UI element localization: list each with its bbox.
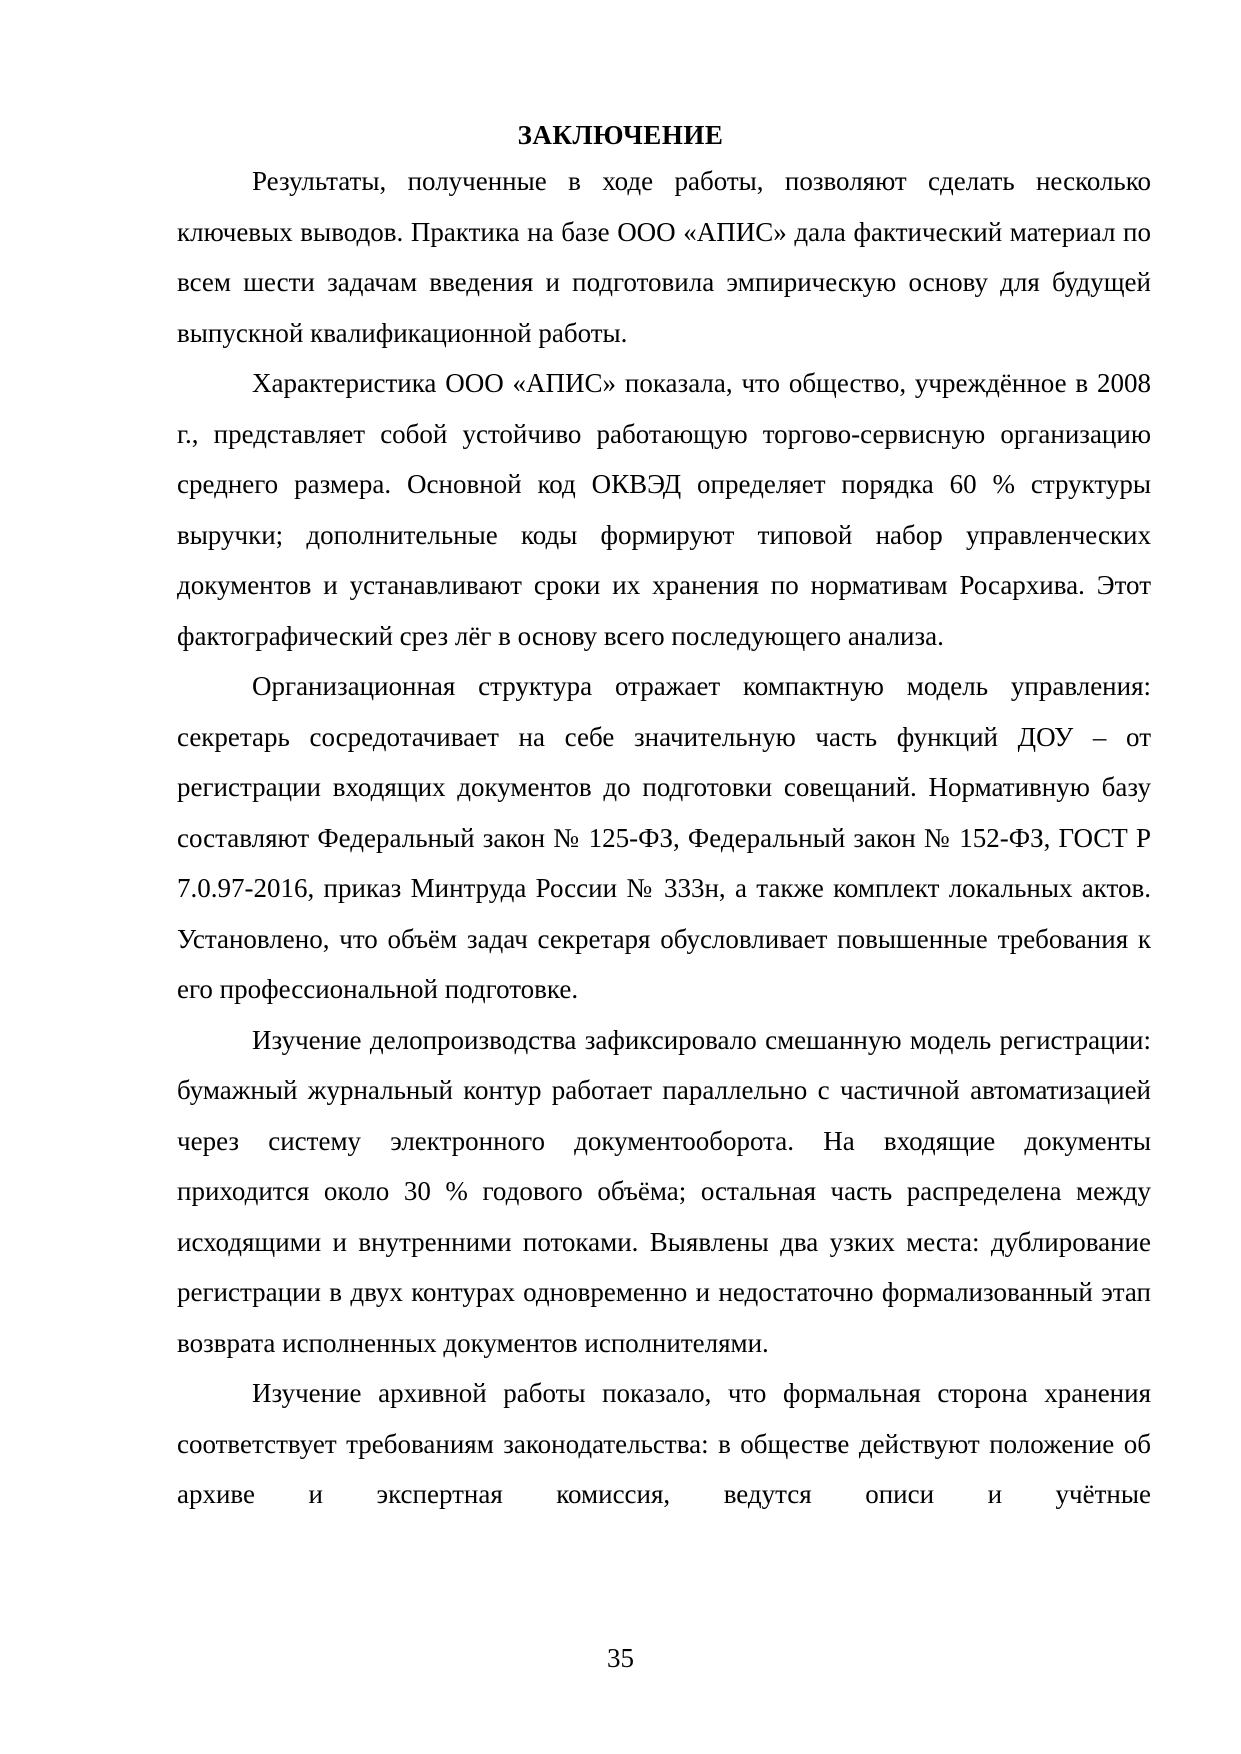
section-heading: ЗАКЛЮЧЕНИЕ (517, 120, 724, 150)
paragraph-records-management: Изучение делопроизводства зафиксировало смешанную модель регистрации: бумажный журнальный контур работает параллельно с частичной автоматизацией через систему электронного документооборота. На входящие документы приходится около 30 % годового объёма; остальная часть распределена между исходящими и внутренними потоками. Выявлены два узких места: дублирование регистрации в двух контурах одновременно и недостаточно формализованный этап возврата исполненных документов исполнителями. (177, 1024, 1151, 1358)
paragraph-company-characteristics: Характеристика ООО «АПИС» показала, что общество, учреждённое в 2008 г., представляет собой устойчиво работающую торгово-сервисную организацию среднего размера. Основной код ОКВЭД определяет порядка 60 % структуры выручки; дополнительные коды формируют типовой набор управленческих документов и устанавливают сроки их хранения по нормативам Росархива. Этот фактографический срез лёг в основу всего последующего анализа. (177, 368, 1151, 651)
paragraph-results: Результаты, полученные в ходе работы, позволяют сделать несколько ключевых выводов. Практика на базе ООО «АПИС» дала фактический материал по всем шести задачам введения и подготовила эмпирическую основу для будущей выпускной квалификационной работы. (177, 166, 1151, 348)
page-number: 35 (607, 1643, 634, 1673)
paragraph-organizational-structure: Организационная структура отражает компактную модель управления: секретарь сосредотачивает на себе значительную часть функций ДОУ – от регистрации входящих документов до подготовки совещаний. Нормативную базу составляют Федеральный закон № 125-ФЗ, Федеральный закон № 152-ФЗ, ГОСТ Р 7.0.97-2016, приказ Минтруда России № 333н, а также комплект локальных актов. Установлено, что объём задач секретаря обусловливает повышенные требования к его профессиональной подготовке. (177, 671, 1151, 1004)
paragraph-archive-work: Изучение архивной работы показало, что формальная сторона хранения соответствует требованиям законодательства: в обществе действуют положение об архиве и экспертная комиссия, ведутся описи и учётные (177, 1378, 1151, 1509)
body-text (177, 156, 1151, 1520)
